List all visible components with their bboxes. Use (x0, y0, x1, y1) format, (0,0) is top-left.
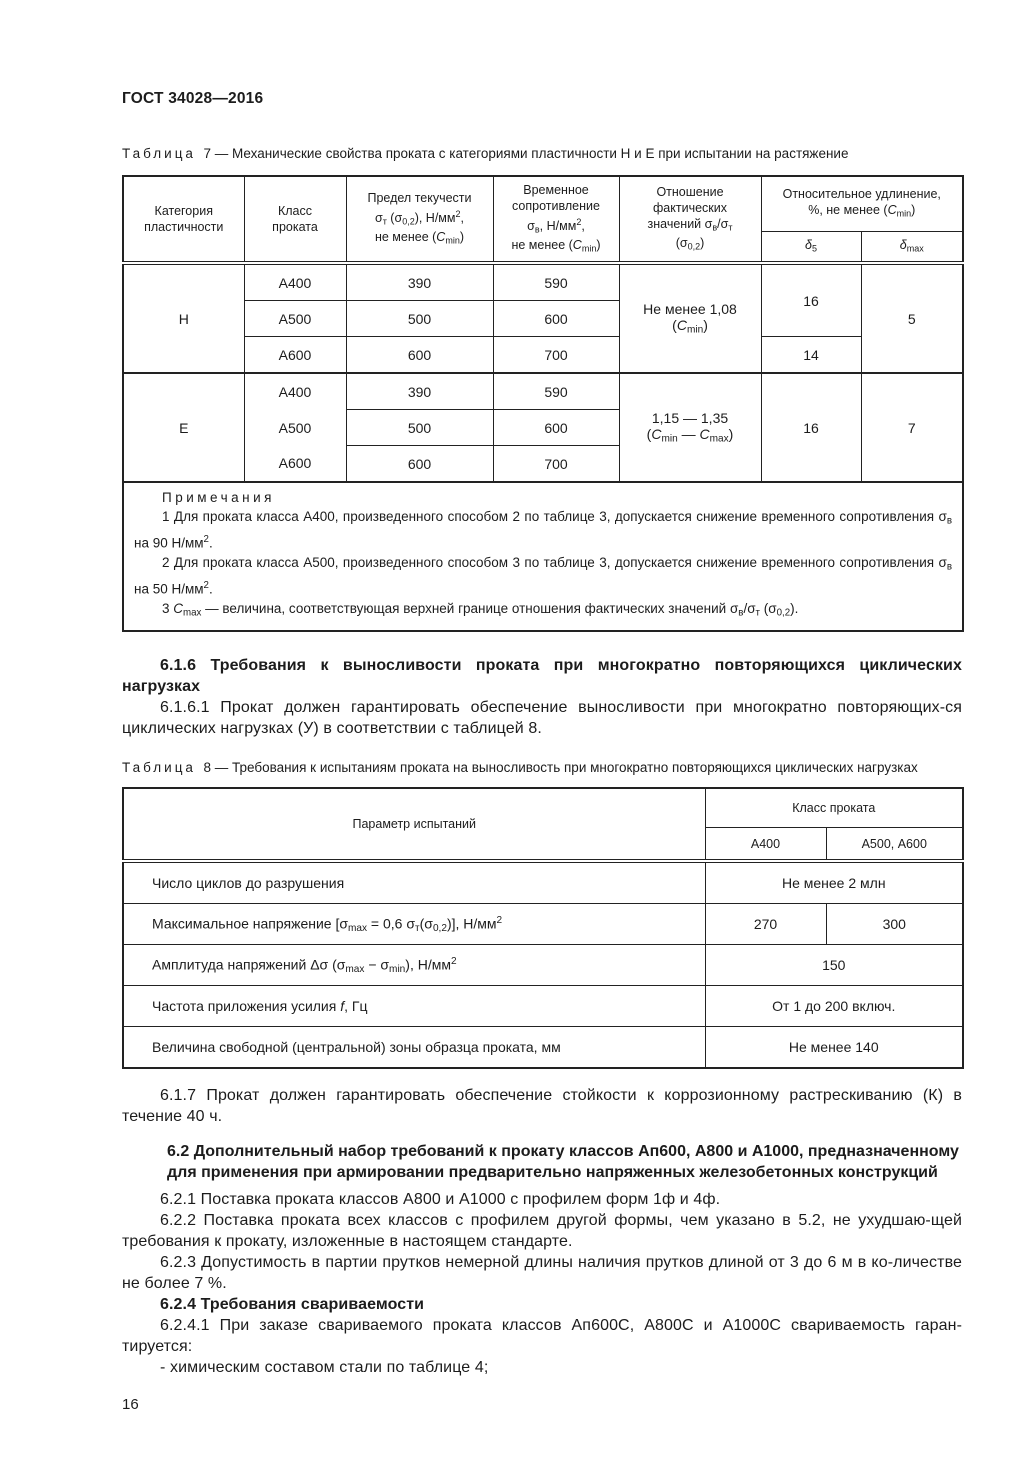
cell-class: А600 (244, 446, 346, 483)
cell-tensile: 600 (493, 410, 619, 446)
cell-class: А500 (244, 301, 346, 337)
cell-class: А600 (244, 337, 346, 374)
table8-caption-text: — Требования к испытаниям проката на выносливость при многократно повторяющихся циклических нагрузках (214, 760, 918, 776)
cell-yield: 390 (346, 373, 493, 410)
cell-deltamax: 5 (861, 263, 963, 373)
cell-tensile: 600 (493, 301, 619, 337)
cell-tensile: 700 (493, 446, 619, 483)
table-row (123, 861, 963, 904)
cell-delta5: 14 (761, 337, 861, 374)
column-header-a500-a600: А500, А600 (826, 828, 963, 862)
cell-delta5: 16 (761, 373, 861, 482)
note-item: 3 $C_{max}$ — величина, соответствующая верхней границе отношения фактических значений $\sigma_в/\sigma_т$ $(\sigma_{0,2})$. (162, 600, 799, 619)
paragraph-6-2-2: 6.2.2 Поставка проката всех классов с профилем другой формы, чем указано в 5.2, не ухудшаю-щей требования к прокату, изложенные в настоящем стандарте. (122, 1212, 962, 1251)
cell-parameter: Амплитуда напряжений Δσ $(\sigma_{max} - \sigma_{min})$, $Н/мм^2$ (123, 945, 705, 986)
document-code: ГОСТ 34028—2016 (122, 90, 264, 107)
cell-value: Не менее 2 млн (705, 861, 963, 904)
cell-yield: 390 (346, 263, 493, 301)
column-header-test-parameter: Параметр испытаний (123, 788, 705, 861)
table7-caption-number: 7 (203, 146, 211, 161)
table-row (123, 904, 963, 945)
cell-ratio-h: Не менее 1,08 $(C_{min})$ (619, 263, 761, 373)
note-item: 2 Для проката класса А500, произведенного способом 3 по таблице 3, допускается снижение временного сопротивления $\sigma_в$ на 50 $Н/мм^2$. (134, 554, 953, 597)
table7-notes (123, 482, 963, 631)
cell-category-e: Е (123, 373, 244, 482)
cell-parameter: Число циклов до разрушения (123, 861, 705, 904)
cell-tensile: 590 (493, 263, 619, 301)
section-heading-6-1-6: 6.1.6 Требования к выносливости проката при многократно повторяющихся циклических нагрузках (122, 657, 962, 696)
table8-fatigue-requirements (122, 787, 964, 1069)
cell-value: От 1 до 200 включ. (705, 986, 963, 1027)
column-header-tensile-strength: Временное сопротивление $\sigma_в$, $Н/мм^2$, не менее $(C_{min})$ (493, 176, 619, 263)
note-item: 1 Для проката класса А400, произведенного способом 2 по таблице 3, допускается снижение временного сопротивления $\sigma_в$ на 90 $Н/мм^2$. (134, 509, 953, 551)
cell-yield: 500 (346, 410, 493, 446)
cell-parameter: Максимальное напряжение [$\sigma_{max} = 0,6$ $\sigma_т(\sigma_{0,2})$], $Н/мм^2$ (123, 904, 705, 945)
paragraph-6-2-1: 6.2.1 Поставка проката классов А800 и А1000 с профилем форм 1ф и 4ф. (160, 1191, 721, 1209)
notes-title: Примечания (162, 490, 275, 505)
cell-delta5: 16 (761, 263, 861, 337)
table7-mechanical-properties (122, 175, 964, 632)
paragraph-6-2-3: 6.2.3 Допустимость в партии прутков немерной длины наличия прутков длиной от 3 до 6 м в ко-личестве не более 7 %. (122, 1254, 962, 1293)
column-header-a400: А400 (705, 828, 826, 862)
table7-caption (122, 144, 962, 163)
table8-caption-number: 8 (203, 760, 211, 776)
cell-yield: 500 (346, 301, 493, 337)
section-heading-6-2-4: 6.2.4 Требования свариваемости (160, 1296, 425, 1314)
cell-class: А500 (244, 410, 346, 446)
table-row (123, 1027, 963, 1069)
column-header-steel-class-group: Класс проката (705, 788, 963, 828)
cell-class: А400 (244, 373, 346, 410)
paragraph-6-2-4-1: 6.2.4.1 При заказе свариваемого проката классов Ап600С, А800С и А1000С свариваемость гаран-тируется: (122, 1317, 962, 1356)
table-row (123, 263, 963, 301)
cell-tensile: 700 (493, 337, 619, 374)
table8-caption-label: Таблица (122, 760, 196, 776)
cell-deltamax: 7 (861, 373, 963, 482)
column-header-steel-class: Класс проката (244, 176, 346, 263)
table7-caption-text: — Механические свойства проката с категориями пластичности Н и Е при испытании на растяжение (214, 146, 849, 161)
table-row (123, 945, 963, 986)
table-row (123, 337, 963, 374)
table-row (123, 986, 963, 1027)
column-header-ratio: Отношение фактических значений $\sigma_в/\sigma_т$ $(\sigma_{0,2})$ (619, 176, 761, 263)
list-item-chemical-composition: - химическим составом стали по таблице 4; (160, 1359, 489, 1377)
column-header-plasticity-category: Категория пластичности (123, 176, 244, 263)
cell-yield: 600 (346, 337, 493, 374)
paragraph-6-1-6-1: 6.1.6.1 Прокат должен гарантировать обеспечение выносливости при многократно повторяющих-ся циклических нагрузках (У) в соответствии с таблицей 8. (122, 699, 962, 738)
cell-tensile: 590 (493, 373, 619, 410)
cell-ratio-e: 1,15 — 1,35 ($C_{min}$ — $C_{max}$) (619, 373, 761, 482)
cell-class: А400 (244, 263, 346, 301)
column-header-yield-strength: Предел текучести $\sigma_т$ $(\sigma_{0,2})$, $Н/мм^2$, не менее $(C_{min})$ (346, 176, 493, 263)
cell-value-a400: 270 (705, 904, 826, 945)
table7-caption-label: Таблица (122, 146, 196, 161)
column-header-elongation: Относительное удлинение, %, не менее $(C_{min})$ (761, 176, 963, 232)
column-header-delta5: $\delta_5$ (761, 232, 861, 264)
cell-parameter: Величина свободной (центральной) зоны образца проката, мм (123, 1027, 705, 1069)
cell-parameter: Частота приложения усилия f, Гц (123, 986, 705, 1027)
table-row (123, 373, 963, 410)
page-number: 16 (122, 1396, 139, 1414)
table-notes-row (123, 482, 963, 631)
section-heading-6-2: 6.2 Дополнительный набор требований к прокату классов Ап600, А800 и А1000, предназначенному для применения при армировании предварительно напряженных железобетонных конструкций (167, 1143, 959, 1182)
column-header-deltamax: $\delta_{max}$ (861, 232, 963, 264)
cell-category-h: Н (123, 263, 244, 373)
cell-value-a500-a600: 300 (826, 904, 963, 945)
cell-yield: 600 (346, 446, 493, 483)
paragraph-6-1-7: 6.1.7 Прокат должен гарантировать обеспечение стойкости к коррозионному растрескиванию (К) в течение 40 ч. (122, 1087, 962, 1126)
table8-caption (122, 758, 962, 777)
cell-value: 150 (705, 945, 963, 986)
cell-value: Не менее 140 (705, 1027, 963, 1069)
